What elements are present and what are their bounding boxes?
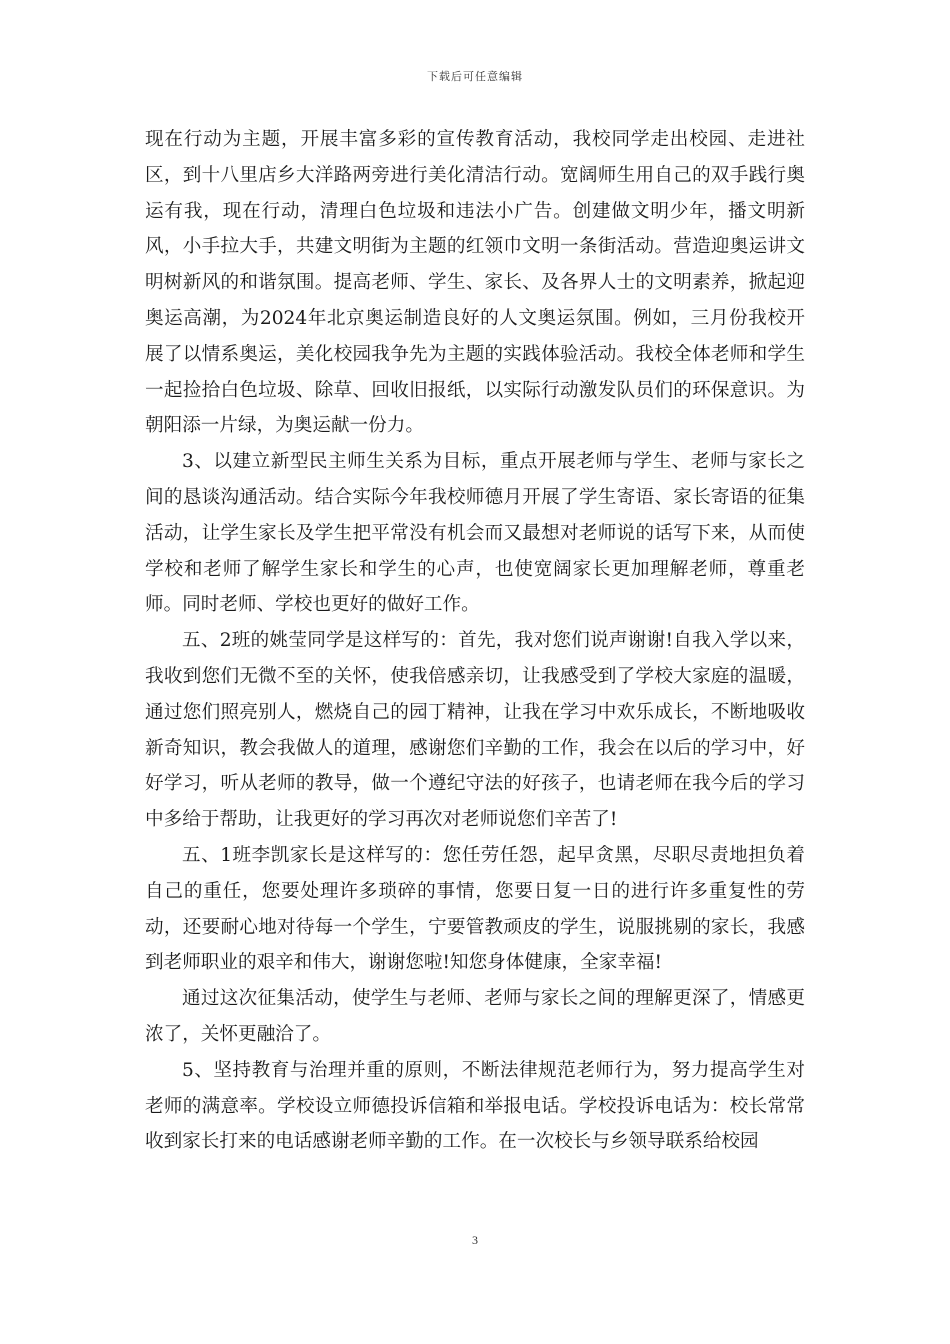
paragraph-activity-summary: 通过这次征集活动，使学生与老师、老师与家长之间的理解更深了，情感更浓了，关怀更融洽了。 bbox=[145, 988, 805, 1045]
document-body bbox=[145, 122, 805, 1160]
paragraph-student-letter: 五、2班的姚莹同学是这样写的：首先，我对您们说声谢谢!自我入学以来，我收到您们无微不至的关怀，使我倍感亲切，让我感受到了学校大家庭的温暖，通过您们照亮别人，燃烧自己的园丁精神，让我在学习中欢乐成长，不断地吸收新奇知识，教会我做人的道理，感谢您们辛勤的工作，我会在以后的学习中，好好学习，听从老师的教导，做一个遵纪守法的好孩子，也请老师在我今后的学习中多给于帮助，让我更好的学习再次对老师说您们辛苦了! bbox=[145, 630, 805, 831]
page-number: 3 bbox=[472, 1233, 478, 1247]
paragraph-teacher-student-relations: 3、以建立新型民主师生关系为目标，重点开展老师与学生、老师与家长之间的恳谈沟通活动。结合实际今年我校师德月开展了学生寄语、家长寄语的征集活动，让学生家长及学生把平常没有机会而又最想对老师说的话写下来，从而使学校和老师了解学生家长和学生的心声，也使宽阔家长更加理解老师，尊重老师。同时老师、学校也更好的做好工作。 bbox=[145, 451, 805, 616]
paragraph-parent-letter: 五、1班李凯家长是这样写的：您任劳任怨，起早贪黑，尽职尽责地担负着自己的重任，您要处理许多琐碎的事情，您要日复一日的进行许多重复性的劳动，还要耐心地对待每一个学生，宁要管教顽皮的学生，说服挑剔的家长，我感到老师职业的艰辛和伟大，谢谢您啦!知您身体健康，全家幸福! bbox=[145, 844, 805, 974]
paragraph-olympics-activities: 现在行动为主题，开展丰富多彩的宣传教育活动，我校同学走出校园、走进社区，到十八里店乡大洋路两旁进行美化清洁行动。宽阔师生用自己的双手践行奥运有我，现在行动，清理白色垃圾和违法小广告。创建做文明少年，播文明新风，小手拉大手，共建文明街为主题的红领巾文明一条街活动。营造迎奥运讲文明树新风的和谐氛围。提高老师、学生、家长、及各界人士的文明素养，掀起迎奥运高潮，为2024年北京奥运制造良好的人文奥运氛围。例如，三月份我校开展了以情系奥运，美化校园我争先为主题的实践体验活动。我校全体老师和学生一起捡拾白色垃圾、除草、回收旧报纸，以实际行动激发队员们的环保意识。为朝阳添一片绿，为奥运献一份力。 bbox=[145, 129, 805, 437]
page-header: 下载后可任意编辑 bbox=[427, 70, 523, 83]
paragraph-education-governance: 5、坚持教育与治理并重的原则，不断法律规范老师行为，努力提高学生对老师的满意率。学校设立师德投诉信箱和举报电话。学校投诉电话为：校长常常收到家长打来的电话感谢老师辛勤的工作。在一次校长与乡领导联系给校园 bbox=[145, 1059, 805, 1153]
